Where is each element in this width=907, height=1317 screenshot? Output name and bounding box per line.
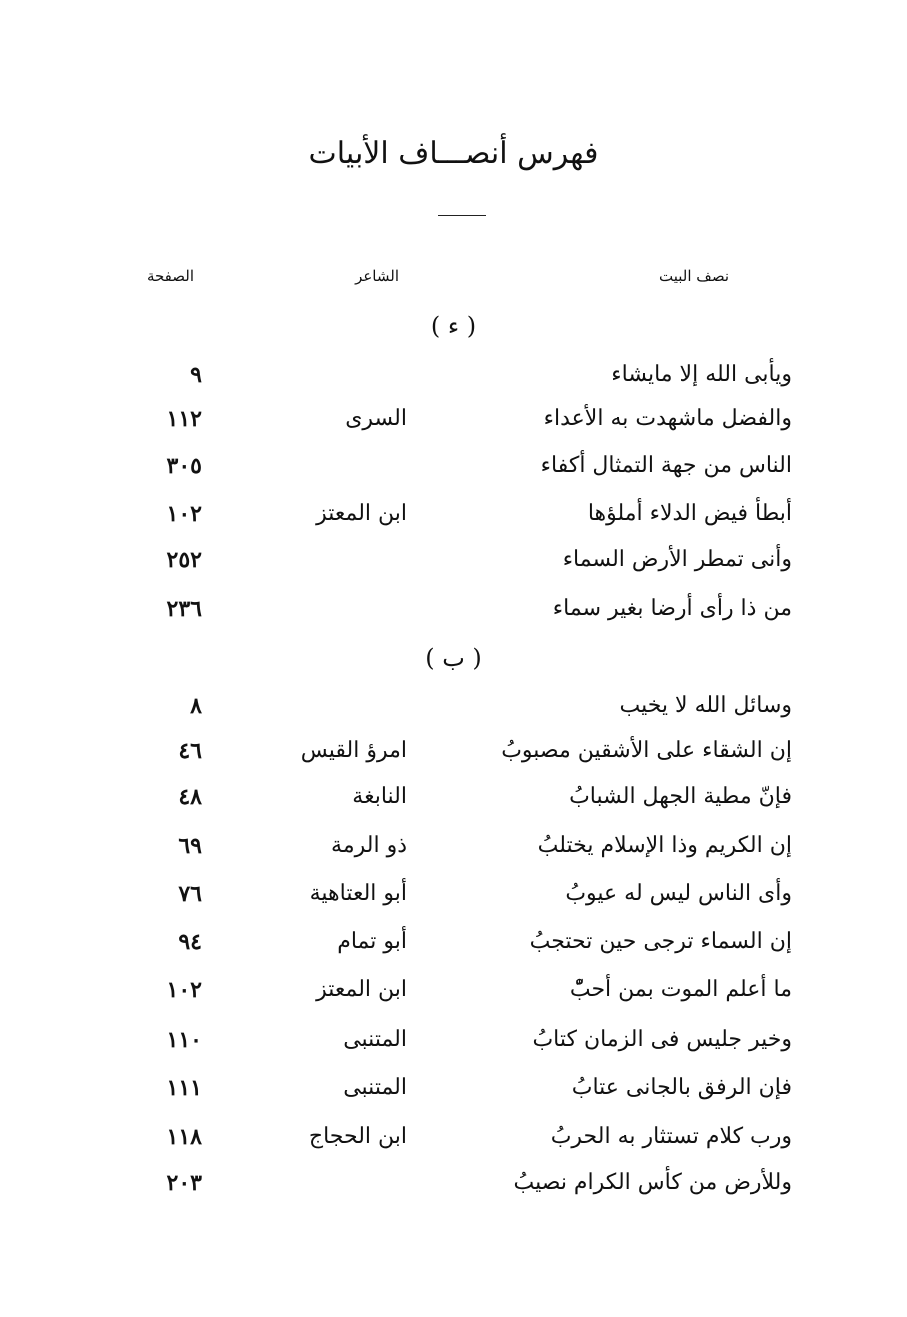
index-entry [0,828,907,864]
poet-name: المتنبى [343,1075,407,1100]
page-number: ١١٠ [166,1027,202,1053]
verse-half: ما أعلم الموت بمن أحبّْ [569,977,792,1002]
page-number: ٣٠٥ [166,453,202,479]
index-entry [0,401,907,437]
poet-name: السرى [345,406,407,431]
section-letter-ba: ( ب ) [425,644,482,672]
index-entry [0,448,907,484]
page-number: ٤٦ [178,738,202,764]
title-divider [438,215,486,216]
poet-name: أبو العتاهية [309,881,407,906]
page-number: ٦٩ [178,833,202,859]
page-number: ٢٣٦ [166,596,202,622]
page-title: فهرس أنصـــاف الأبيات [308,136,599,171]
index-entry [0,1165,907,1201]
index-entry [0,1022,907,1058]
index-entry [0,779,907,815]
index-entry [0,876,907,912]
verse-half: أبطأ فيض الدلاء أملؤها [587,501,792,526]
page-number: ١٠٢ [166,501,202,527]
verse-half: وخير جليس فى الزمان كتابُ [532,1027,792,1052]
column-header-verse: نصف البيت [659,267,729,285]
verse-half: فإنّ مطية الجهل الشبابُ [569,784,792,809]
page-number: ٢٥٢ [166,547,202,573]
index-entry [0,688,907,724]
verse-half: وسائل الله لا يخيب [619,693,792,718]
page-number: ٩ [190,362,202,388]
column-header-page: الصفحة [146,267,194,285]
index-entry [0,1119,907,1155]
poet-name: ذو الرمة [331,833,407,858]
page-number: ١٠٢ [166,977,202,1003]
verse-half: فإن الرفق بالجانى عتابُ [571,1075,792,1100]
section-letter-hamza: ( ء ) [430,312,477,340]
poet-name: امرؤ القيس [300,738,407,763]
verse-half: ورب كلام تستثار به الحربُ [550,1124,792,1149]
poet-name: أبو تمام [337,929,407,954]
page-number: ٩٤ [178,929,202,955]
page-number: ١١١ [166,1075,202,1101]
verse-half: وأى الناس ليس له عيوبُ [565,881,792,906]
index-entry [0,591,907,627]
index-entry [0,357,907,393]
column-header-poet: الشاعر [355,267,399,285]
verse-half: إن الشقاء على الأشقين مصبوبُ [501,738,792,763]
verse-half: وأنى تمطر الأرض السماء [562,547,792,572]
verse-half: وللأرض من كأس الكرام نصيبُ [513,1170,792,1195]
index-entry [0,972,907,1008]
poet-name: ابن المعتز [316,501,407,526]
verse-half: الناس من جهة التمثال أكفاء [540,453,792,478]
index-entry [0,496,907,532]
page-number: ٨ [190,693,202,719]
page-number: ١١٨ [166,1124,202,1150]
verse-half: والفضل ماشهدت به الأعداء [543,406,792,431]
index-entry [0,1070,907,1106]
page-number: ١١٢ [166,406,202,432]
poet-name: المتنبى [343,1027,407,1052]
index-entry [0,733,907,769]
page-number: ٧٦ [178,881,202,907]
index-entry [0,924,907,960]
poet-name: النابغة [352,784,407,809]
page-number: ٢٠٣ [166,1170,202,1196]
verse-half: ويأبى الله إلا مايشاء [611,362,792,387]
page-number: ٤٨ [178,784,202,810]
poet-name: ابن الحجاج [308,1124,407,1149]
verse-half: إن الكريم وذا الإسلام يختلبُ [537,833,792,858]
poet-name: ابن المعتز [316,977,407,1002]
verse-half: من ذا رأى أرضا بغير سماء [552,596,792,621]
index-entry [0,542,907,578]
verse-half: إن السماء ترجى حين تحتجبُ [529,929,792,954]
